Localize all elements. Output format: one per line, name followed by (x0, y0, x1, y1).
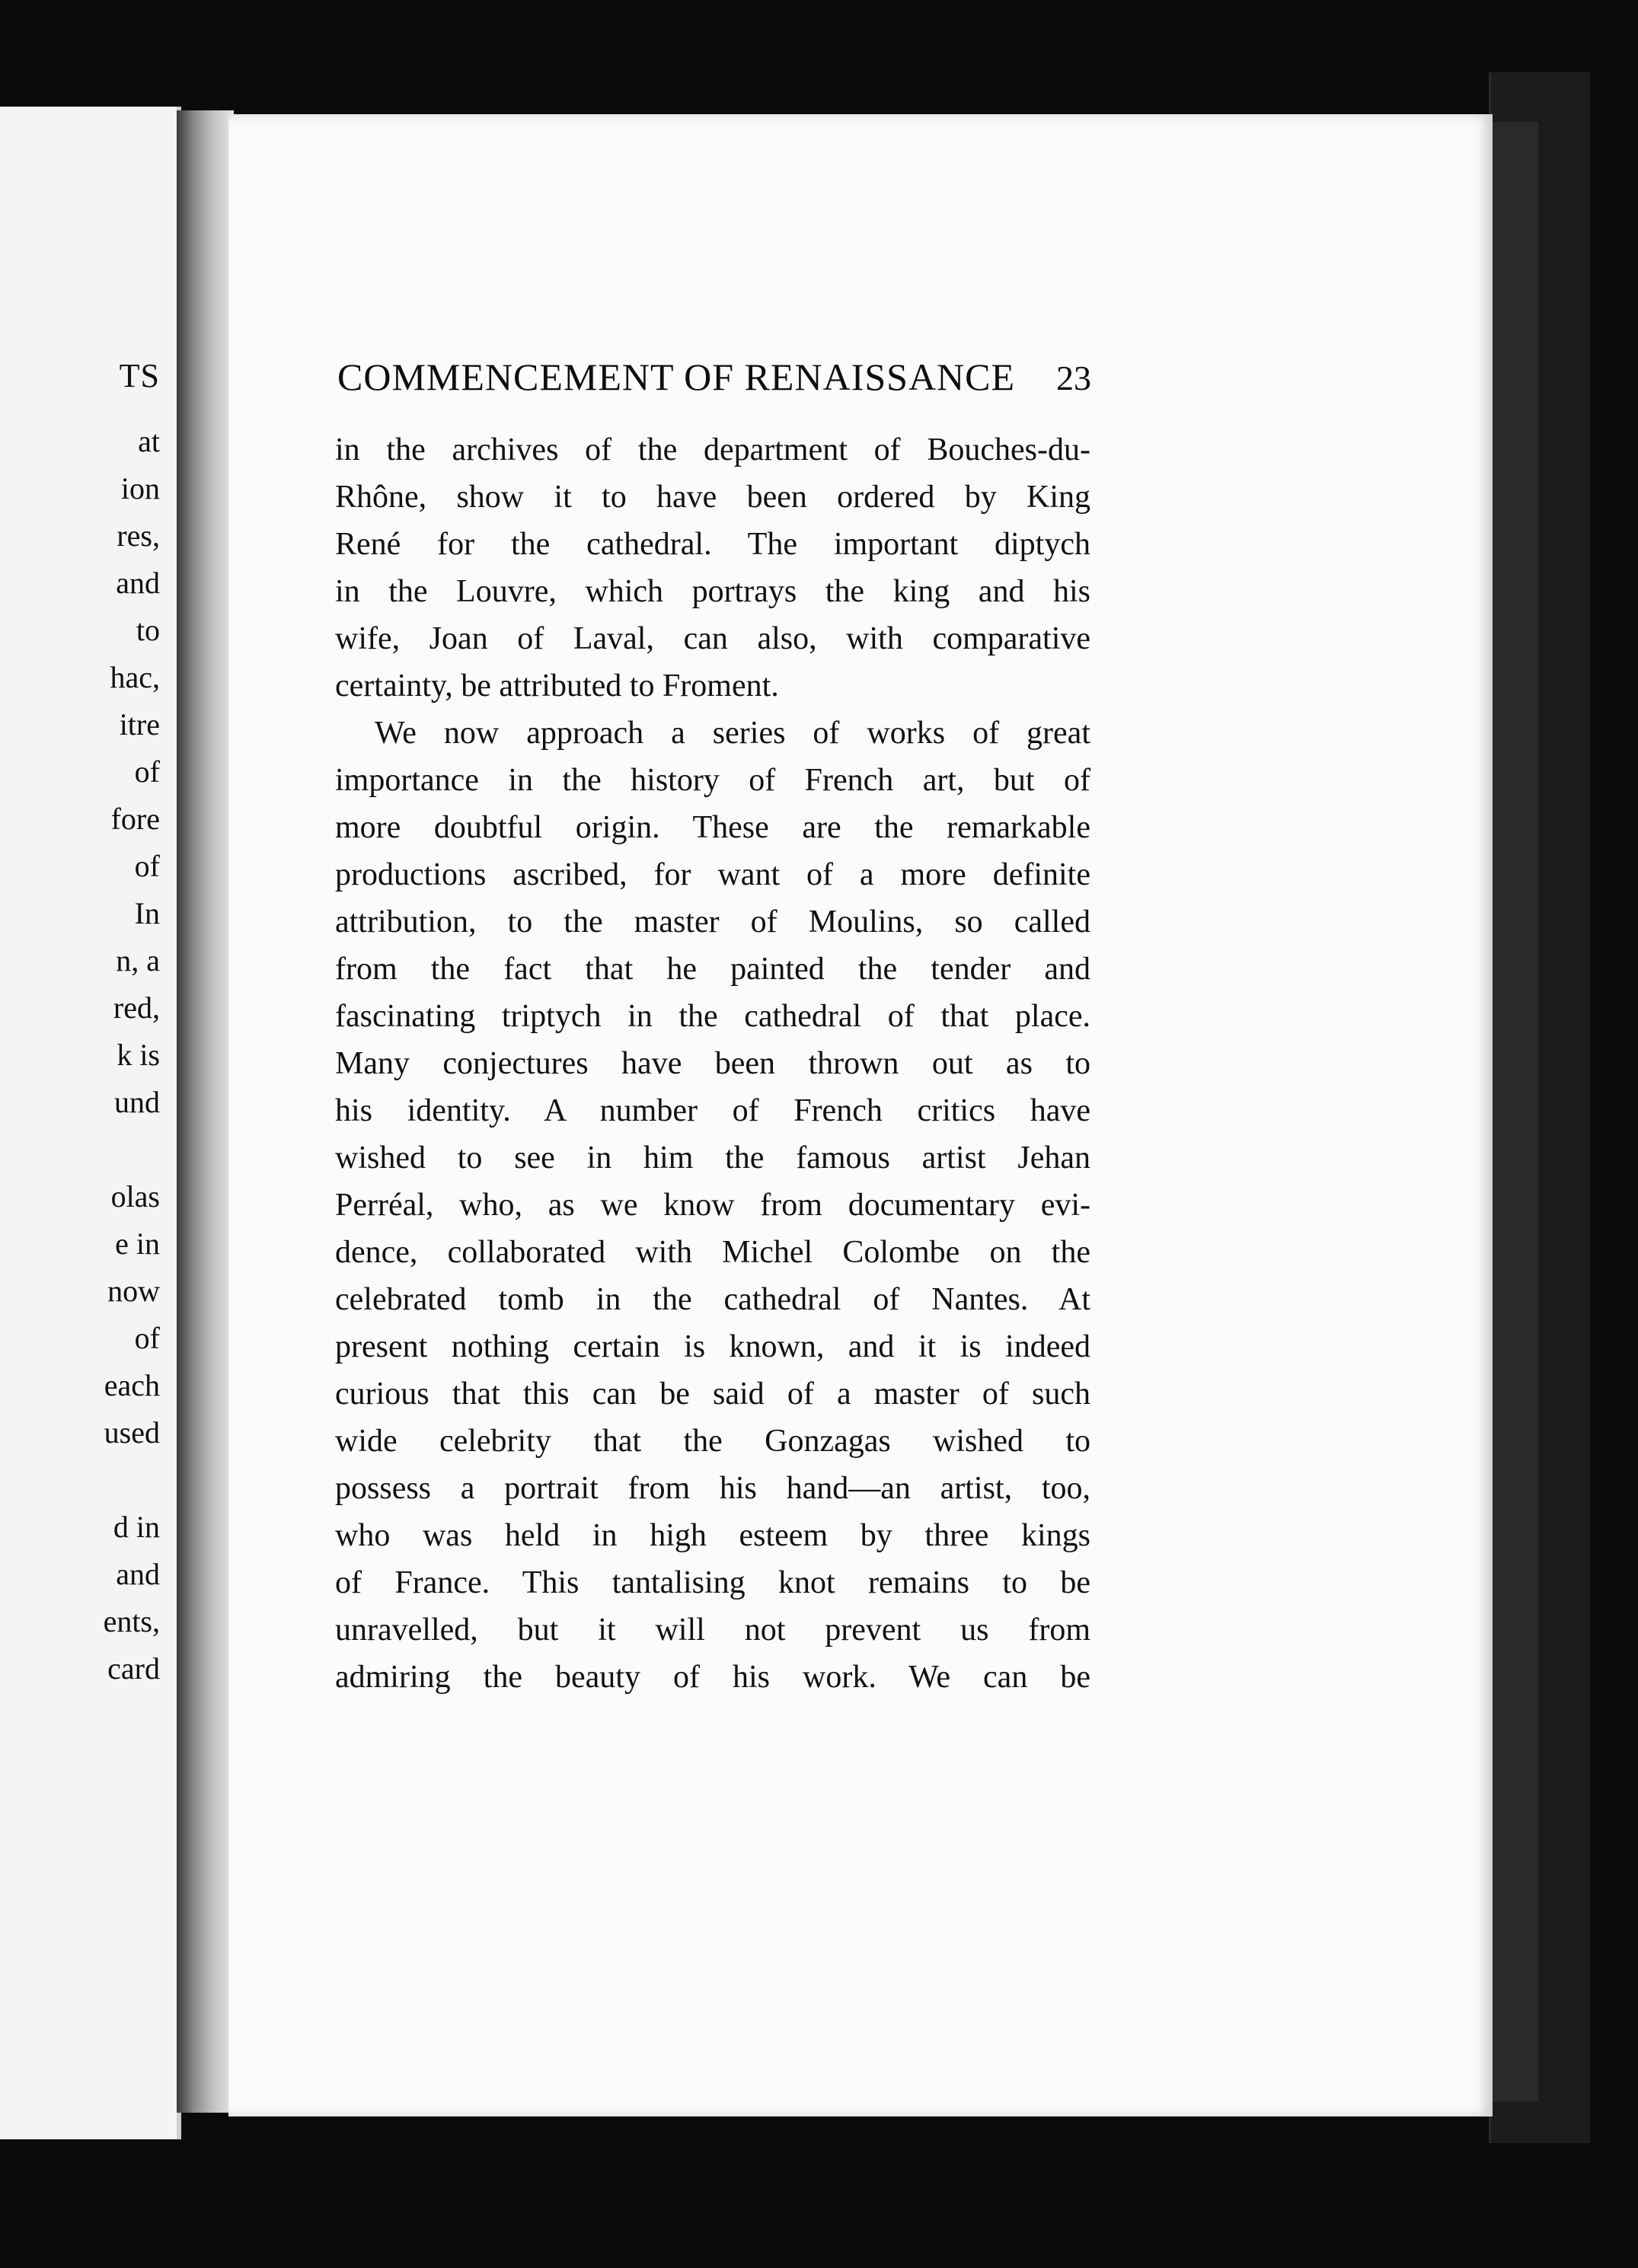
left-text-fragment: each (104, 1368, 160, 1402)
text-line: in the archives of the department of Bouches-du- (335, 432, 1090, 467)
left-text-fragment: olas (110, 1179, 160, 1214)
left-text-fragment: and (116, 566, 160, 600)
text-line: importance in the history of French art, but of (335, 763, 1090, 798)
left-text-fragment: at (138, 424, 160, 458)
left-text-fragment: of (134, 849, 160, 883)
text-line: wide celebrity that the Gonzagas wished to (335, 1424, 1090, 1459)
left-text-fragment: und (114, 1085, 160, 1119)
text-line: Many conjectures have been thrown out as to (335, 1046, 1090, 1081)
left-running-head-fragment: TS (119, 357, 160, 394)
left-text-fragment: hac, (110, 660, 160, 694)
body-text (335, 426, 1090, 1701)
left-text-fragment: e in (115, 1227, 160, 1261)
left-text-fragment: ion (120, 471, 160, 506)
running-title: COMMENCEMENT OF RENAISSANCE (337, 356, 1016, 398)
text-line: more doubtful origin. These are the remarkable (335, 810, 1090, 845)
left-text-fragment: of (134, 1321, 160, 1355)
text-line: of France. This tantalising knot remains to be (335, 1565, 1090, 1600)
left-text-fragment: card (107, 1651, 160, 1686)
text-line: who was held in high esteem by three kings (335, 1518, 1090, 1553)
left-text-fragment: now (107, 1274, 160, 1308)
text-line: admiring the beauty of his work. We can be (335, 1660, 1090, 1695)
left-text-fragment: res, (117, 518, 160, 553)
text-line-paragraph-start: We now approach a series of works of great (375, 716, 1090, 751)
text-line: present nothing certain is known, and it is indeed (335, 1329, 1090, 1364)
text-line: Perréal, who, as we know from documentary evi- (335, 1188, 1090, 1223)
text-line: certainty, be attributed to Froment. (335, 668, 779, 703)
left-text-fragment: d in (113, 1510, 160, 1544)
page-number: 23 (1056, 359, 1091, 397)
text-line: fascinating triptych in the cathedral of that place. (335, 999, 1090, 1034)
text-line: Rhône, show it to have been ordered by King (335, 480, 1090, 515)
book-gutter-shadow (177, 110, 234, 2113)
text-line: René for the cathedral. The important diptych (335, 527, 1090, 562)
text-line: celebrated tomb in the cathedral of Nantes. At (335, 1282, 1090, 1317)
left-text-fragment: and (116, 1557, 160, 1591)
left-text-fragment: In (134, 896, 160, 930)
text-line: curious that this can be said of a master of such (335, 1376, 1090, 1412)
left-text-fragment: fore (110, 802, 160, 836)
text-line: attribution, to the master of Moulins, so called (335, 904, 1090, 939)
left-text-fragment: to (136, 613, 160, 647)
left-text-fragment: n, a (116, 943, 160, 978)
left-page (0, 107, 181, 2139)
left-text-fragment: used (104, 1415, 160, 1450)
text-line: possess a portrait from his hand—an artist, too, (335, 1471, 1090, 1506)
book-cover-inner-edge (1493, 122, 1538, 2101)
text-line: wished to see in him the famous artist Jehan (335, 1140, 1090, 1175)
text-line: from the fact that he painted the tender and (335, 952, 1090, 987)
text-line: his identity. A number of French critics have (335, 1093, 1090, 1128)
left-text-fragment: of (134, 754, 160, 789)
left-text-fragment: itre (119, 707, 160, 742)
text-line: wife, Joan of Laval, can also, with comparative (335, 621, 1090, 656)
left-text-fragment: k is (117, 1038, 160, 1072)
left-text-fragment: red, (113, 990, 160, 1025)
text-line: in the Louvre, which portrays the king and his (335, 574, 1090, 609)
running-head (337, 355, 1091, 399)
text-line: unravelled, but it will not prevent us from (335, 1612, 1090, 1648)
text-line: dence, collaborated with Michel Colombe on the (335, 1235, 1090, 1270)
text-line: productions ascribed, for want of a more definite (335, 857, 1090, 892)
left-text-fragment: ents, (103, 1604, 160, 1638)
